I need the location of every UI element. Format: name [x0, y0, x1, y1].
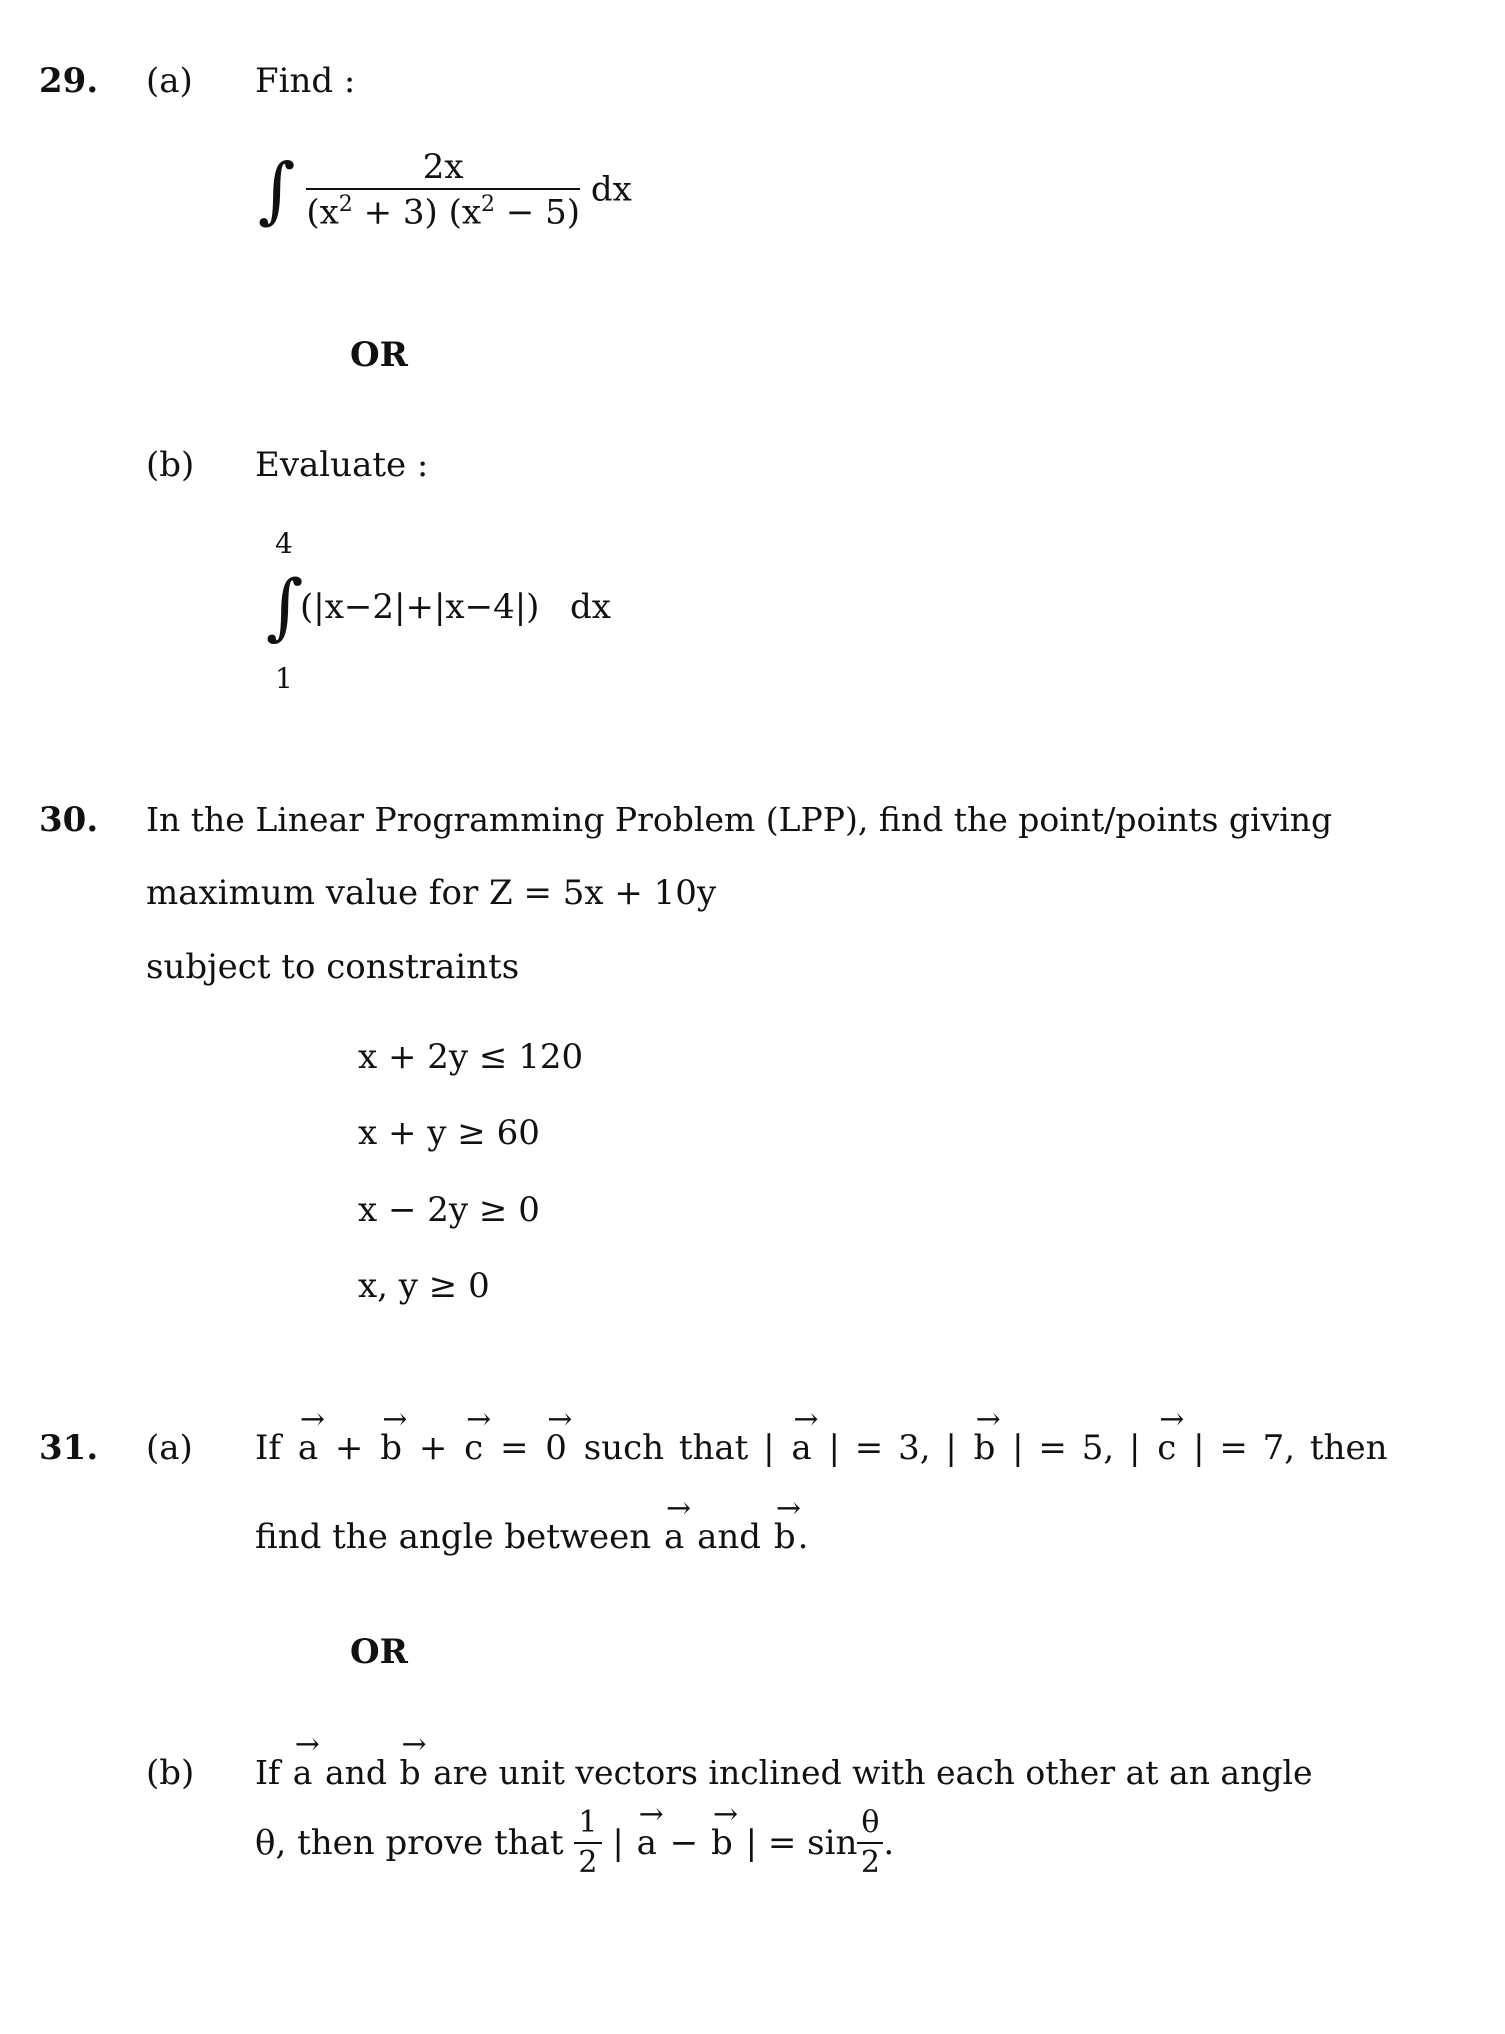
vector-a: a → — [296, 1431, 320, 1465]
text: | = 5, | — [1012, 1428, 1141, 1468]
question-text-line — [255, 1753, 1313, 1792]
fraction-theta-half — [857, 1805, 883, 1880]
exponent: 2 — [481, 192, 496, 217]
vector-a: a → — [635, 1826, 659, 1860]
part-a-label: (a) — [146, 1428, 193, 1468]
zero-vector: 0 → — [543, 1431, 569, 1465]
vector-c: c → — [462, 1431, 485, 1465]
denominator: 2 — [578, 1845, 598, 1880]
text: − — [669, 1823, 699, 1863]
constraint: x − 2y ≥ 0 — [358, 1190, 540, 1230]
question-text-line: In the Linear Programming Problem (LPP), find the point/points giving — [146, 800, 1333, 839]
fraction — [306, 147, 581, 233]
text: | = 7, then — [1193, 1428, 1388, 1468]
text: + — [418, 1428, 448, 1468]
question-number-29: 29. — [39, 61, 99, 101]
den-part: − 5) — [505, 192, 581, 233]
text: and — [697, 1517, 762, 1557]
or-separator: OR — [350, 1632, 408, 1672]
differential: dx — [590, 169, 632, 210]
vector-b: b → — [709, 1826, 735, 1860]
text: such that | — [583, 1428, 775, 1468]
text: If — [255, 1428, 282, 1468]
denominator: 2 — [860, 1845, 880, 1880]
vector-a: a → — [789, 1431, 813, 1465]
question-text-line: subject to constraints — [146, 947, 520, 987]
question-text-line — [255, 1517, 809, 1557]
text: find the angle between — [255, 1517, 652, 1557]
lower-limit: 1 — [275, 662, 293, 695]
or-separator: OR — [350, 335, 408, 375]
fraction-half — [574, 1805, 601, 1880]
part-a-label: (a) — [146, 61, 193, 101]
numerator: 2x — [306, 150, 580, 190]
objective-function: maximum value for Z = 5x + 10y — [146, 873, 717, 913]
part-a-instruction: Find : — [255, 61, 356, 101]
text: and — [324, 1753, 387, 1792]
part-b-label: (b) — [146, 1753, 195, 1793]
text: If — [255, 1753, 281, 1792]
text: are unit vectors inclined with each other at an angle — [433, 1753, 1313, 1792]
numerator: 1 — [574, 1808, 601, 1844]
upper-limit: 4 — [275, 527, 293, 560]
vector-c: c → — [1155, 1431, 1178, 1465]
part-b-instruction: Evaluate : — [255, 445, 429, 485]
text: = — [499, 1428, 529, 1468]
question-number-30: 30. — [39, 800, 99, 840]
numerator: θ — [857, 1808, 883, 1844]
text: | — [612, 1823, 624, 1863]
vector-b: b → — [398, 1756, 423, 1789]
vector-b: b → — [772, 1520, 798, 1554]
question-text-line — [255, 1805, 895, 1880]
integrand: (|x−2|+|x−4|) — [300, 587, 540, 627]
text: + — [334, 1428, 364, 1468]
question-number-31: 31. — [39, 1428, 99, 1468]
integral-sign: ∫ — [266, 564, 304, 648]
vector-b: b → — [378, 1431, 404, 1465]
constraint: x + 2y ≤ 120 — [358, 1037, 584, 1077]
constraint: x, y ≥ 0 — [358, 1266, 490, 1306]
differential: dx — [570, 587, 611, 627]
text: | = 3, | — [828, 1428, 957, 1468]
vector-b: b → — [972, 1431, 998, 1465]
vector-a: a → — [291, 1756, 315, 1789]
text: . — [883, 1823, 895, 1863]
den-part: (x — [306, 192, 339, 233]
text: . — [797, 1517, 809, 1557]
integral-sign: ∫ — [258, 147, 296, 232]
part-b-label: (b) — [146, 445, 195, 485]
text: θ, then prove that — [255, 1823, 564, 1863]
den-part: + 3) (x — [363, 192, 482, 233]
question-text-line — [255, 1428, 1388, 1468]
denominator — [306, 190, 581, 233]
integral-expression-a — [258, 147, 632, 233]
vector-a: a → — [662, 1520, 686, 1554]
constraint: x + y ≥ 60 — [358, 1113, 540, 1153]
text: | = sin — [745, 1823, 858, 1863]
exponent: 2 — [338, 192, 353, 217]
